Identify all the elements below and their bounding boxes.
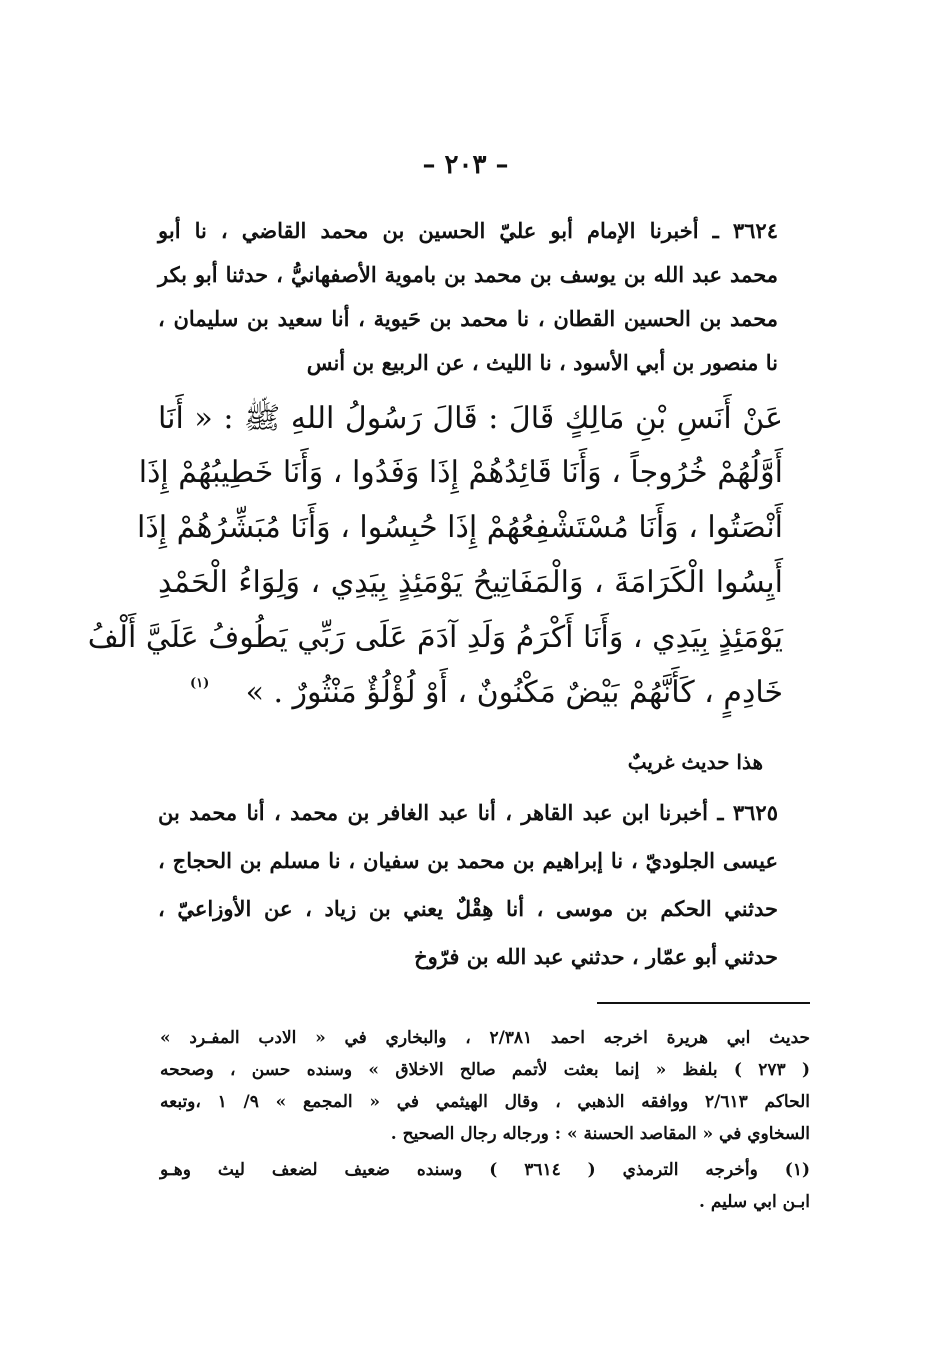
hadith-line-6: خَادِمٍ ، كَأَنَّهُمْ بَيْضٌ مَكْنُونٌ ، أَوْ لُؤْلُؤٌ مَنْثُورٌ . » xyxy=(245,675,783,710)
isnad-3625-line-3: حدثني الحكم بن موسى ، أنا هِقْلٌ يعني بن زياد ، عن الأوزاعيّ ، xyxy=(158,896,778,921)
hadith-grade: هذا حديث غريبٌ xyxy=(627,750,763,774)
isnad-3625-line-2: عيسى الجلوديّ ، نا إبراهيم بن محمد بن سفيان ، نا مسلم بن الحجاج ، xyxy=(158,848,778,873)
footnote-line-3: الحاكم ٢/٦١٣ ووافقه الذهبي ، وقال الهيثمي في « المجمع » ٩/ ١ ،وتبعه xyxy=(160,1092,810,1112)
isnad-3625-line-1: ٣٦٢٥ ـ أخبرنا ابن عبد القاهر ، أنا عبد الغافر بن محمد ، أنا محمد بن xyxy=(158,800,778,825)
isnad-3624-line-2: محمد عبد الله بن يوسف بن محمد بن باموية الأصفهانيُّ ، حدثنا أبو بكر xyxy=(158,262,778,287)
hadith-line-5: يَوْمَئِذٍ بِيَدِي ، وَأَنَا أَكْرَمُ وَلَدِ آدَمَ عَلَى رَبِّي يَطُوفُ عَلَيَّ أَلْفُ xyxy=(87,620,783,655)
footnote-line-6: ابـن ابي سليم . xyxy=(699,1192,810,1212)
hadith-line-2: أَوَّلُهُمْ خُرُوجاً ، وَأَنَا قَائِدُهُمْ إِذَا وَفَدُوا ، وَأَنَا خَطِيبُهُمْ إِذَا xyxy=(138,455,783,490)
hadith-line-4: أَيِسُوا الْكَرَامَةَ ، وَالْمَفَاتِيحُ يَوْمَئِذٍ بِيَدِي ، وَلِوَاءُ الْحَمْدِ xyxy=(158,565,783,600)
footnote-reference: (١) xyxy=(190,676,210,691)
footnote-divider xyxy=(597,1002,810,1004)
footnote-line-5: (١) وأخرجه الترمذي ( ٣٦١٤ ) وسنده ضعيف لضعف ليث وهـو xyxy=(160,1160,811,1180)
footnote-line-1: حديث ابي هريرة اخرجه احمد ٢/٣٨١ ، والبخاري في « الادب المفـرد » xyxy=(160,1028,810,1048)
footnote-line-4: السخاوي في « المقاصد الحسنة » : ورجاله رجال الصحيح . xyxy=(390,1124,810,1144)
footnote-line-2: ( ٢٧٣ ) بلفظ « إنما بعثت لأتمم صالح الاخلاق » وسنده حسن ، وصححه xyxy=(160,1060,810,1080)
isnad-3624-line-1: ٣٦٢٤ ـ أخبرنا الإمام أبو عليّ الحسين بن محمد القاضي ، نا أبو xyxy=(158,218,778,243)
page-number: – ٢٠٣ – xyxy=(422,150,509,180)
hadith-line-3: أَنْصَتُوا ، وَأَنَا مُسْتَشْفِعُهُمْ إِذَا حُبِسُوا ، وَأَنَا مُبَشِّرُهُمْ إِذَا xyxy=(137,510,783,545)
isnad-3624-line-4: نا منصور بن أبي الأسود ، نا الليث ، عن الربيع بن أنس xyxy=(306,350,778,375)
hadith-line-1: عَنْ أَنَسِ بْنِ مَالِكٍ قَالَ : قَالَ رَسُولُ اللهِ ﷺ : « أَنَا xyxy=(158,401,783,436)
isnad-3624-line-3: محمد بن الحسين القطان ، نا محمد بن حَيوية ، أنا سعيد بن سليمان ، xyxy=(158,306,778,331)
isnad-3625-line-4: حدثني أبو عمّار ، حدثني عبد الله بن فرّوخ xyxy=(414,944,778,969)
